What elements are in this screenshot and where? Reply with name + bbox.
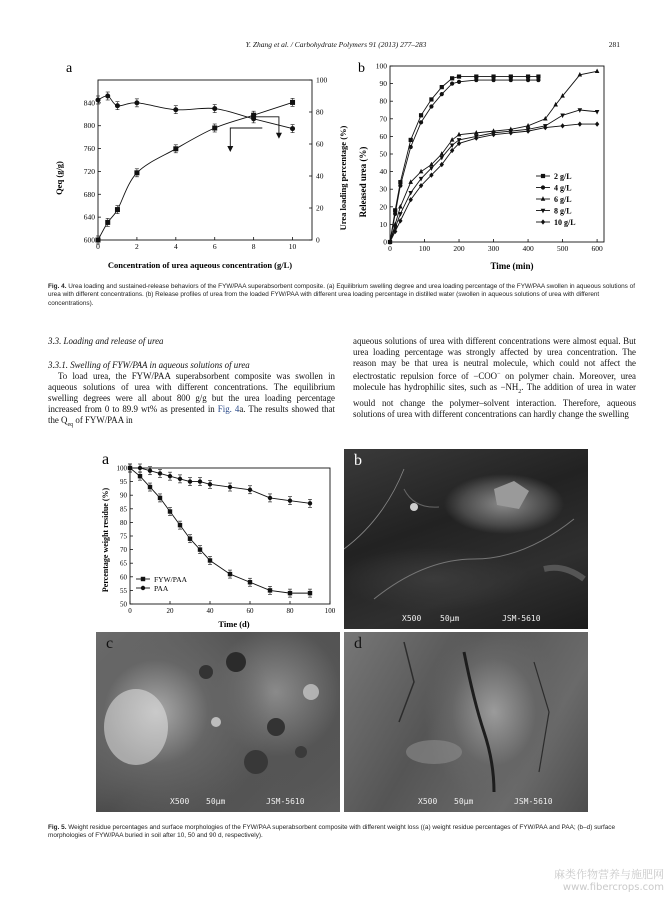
data-point — [440, 92, 444, 96]
y-tick-label: 600 — [83, 235, 95, 245]
data-point — [474, 78, 478, 82]
data-point — [168, 510, 172, 514]
caption-text: Weight residue percentages and surface morphologies of the FYW/PAA superabsorbent composite with different weight loss ((a) weight residue percentages of FYW/PAA and PAA; (b–d) surface morphologies of FYW/PAA buried in soil after 10, 50 and 90 d, respectively). — [48, 824, 616, 840]
legend-entry: FYW/PAA — [154, 575, 188, 584]
data-point — [541, 220, 545, 224]
data-point — [174, 147, 178, 151]
sem-texture — [344, 632, 588, 812]
scale-bar-label: 50μm — [206, 797, 226, 806]
right-column — [353, 336, 636, 420]
arrowhead — [276, 133, 282, 139]
y-tick-label: 840 — [83, 98, 95, 108]
scale-bar-label: 50μm — [440, 614, 460, 623]
data-point — [141, 586, 145, 590]
y-tick-label: 100 — [375, 61, 387, 71]
series-line — [390, 80, 538, 242]
y-tick-label: 80 — [120, 518, 127, 527]
figure-5a-chart — [96, 448, 340, 632]
data-point — [96, 238, 100, 242]
data-point — [399, 212, 403, 216]
data-point — [158, 496, 162, 500]
x-tick-label: 4 — [173, 242, 178, 251]
sem-image-d — [344, 632, 588, 812]
x-axis-label: Time (min) — [490, 261, 534, 271]
legend-entry: 4 g/L — [554, 183, 572, 193]
data-point — [526, 78, 530, 82]
caption-label: Fig. 4. — [48, 283, 67, 290]
data-point — [188, 537, 192, 541]
caption-text: Urea loading and sustained-release behaviors of the FYW/PAA superabsorbent composite. (a) Equilibrium swelling degree and urea loading percentage of the FYW/PAA swollen in aqueous solutions of urea with different concentrations. (b) Release profiles of urea from the loaded FYW/PAA with different urea loading percentage in distilled water (swollen in aqueous solutions of urea with different concentrations). — [48, 283, 635, 307]
data-point — [228, 485, 232, 489]
y-tick-label: 640 — [83, 212, 95, 222]
data-point — [141, 577, 145, 581]
figure-4b-chart — [352, 58, 624, 273]
data-point — [526, 75, 530, 79]
watermark-line-1: 麻类作物营养与施肥网 — [554, 868, 664, 881]
data-point — [138, 474, 142, 478]
legend-entry: 6 g/L — [554, 195, 572, 204]
data-point — [393, 212, 397, 216]
section-heading: 3.3. Loading and release of urea — [48, 336, 164, 346]
sem-info-bar — [344, 607, 588, 629]
data-point — [268, 496, 272, 500]
data-point — [96, 98, 100, 102]
data-point — [213, 126, 217, 130]
legend-entry: 10 g/L — [554, 218, 576, 227]
x-tick-label: 40 — [206, 607, 214, 615]
data-point — [430, 105, 434, 109]
y2-tick-label: 0 — [316, 235, 320, 245]
data-point — [228, 572, 232, 576]
panel-letter: b — [358, 61, 365, 76]
data-point — [492, 75, 496, 79]
paragraph: To load urea, the FYW/PAA superabsorbent composite was swollen in aqueous solutions of urea with different concentrations. The equilibrium swelling degrees were all about 800 g/g but the urea loading percentage increased from 0 to 89.9 wt% as presented in Fig. 4a. The results showed that the $Q_{eq}$ of FYW/PAA in — [48, 371, 336, 428]
plot-frame — [390, 66, 604, 242]
data-point — [419, 113, 423, 117]
magnification: X500 — [170, 797, 190, 806]
legend-entry: PAA — [154, 584, 169, 593]
y-tick-label: 60 — [120, 573, 127, 582]
data-point — [492, 78, 496, 82]
y-axis-label: Percentage weight residue (%) — [101, 487, 110, 593]
y-tick-label: 65 — [120, 559, 127, 568]
y-tick-label: 70 — [120, 546, 127, 555]
data-point — [450, 82, 454, 86]
y-tick-label: 30 — [379, 184, 387, 194]
data-point — [399, 184, 403, 188]
data-point — [148, 469, 152, 473]
x-tick-label: 10 — [288, 242, 297, 251]
data-point — [308, 591, 312, 595]
y-tick-label: 75 — [120, 532, 127, 541]
y-tick-label: 720 — [83, 166, 95, 176]
data-point — [450, 77, 454, 81]
journal-citation: Y. Zhang et al. / Carbohydrate Polymers 91 (2013) 277–283 — [245, 40, 427, 49]
data-point — [509, 75, 513, 79]
watermark-line-2: www.fibercrops.com — [562, 882, 664, 893]
y2-tick-label: 60 — [316, 139, 324, 149]
x-axis-label: Time (d) — [218, 619, 250, 629]
data-point — [198, 548, 202, 552]
figure-link[interactable]: Fig. 4 — [217, 404, 240, 414]
sem-image-b — [344, 449, 588, 629]
microscope-model: JSM-5610 — [502, 614, 541, 623]
left-column — [48, 336, 335, 431]
data-point — [474, 75, 478, 79]
y-tick-label: 20 — [379, 202, 387, 212]
paragraph: aqueous solutions of urea with different concentrations were almost equal. But urea loading percentage was strongly affected by urea concentration. The reason may be that urea is neutral molecule, which could not affect the electrostatic repulsion force of −COO− on polymer chain. Moreover, urea molecule has hydrophilic sites, such as $-NH_2$. The addition of urea in water would not change the polymer–solvent interaction. Therefore, aqueous solutions of urea with different concentrations can hardly change the swelling — [353, 336, 636, 419]
series-line — [98, 102, 293, 240]
y-tick-label: 680 — [83, 189, 95, 199]
figure-4-caption — [48, 283, 636, 308]
data-point — [213, 106, 217, 110]
magnification: X500 — [402, 614, 422, 623]
x-tick-label: 100 — [418, 244, 431, 253]
x-tick-label: 200 — [453, 244, 465, 253]
y2-axis-label: Urea loading percentage (%) — [338, 125, 348, 231]
data-point — [128, 466, 132, 470]
data-point — [135, 101, 139, 105]
x-tick-label: 400 — [522, 244, 534, 253]
data-point — [399, 219, 403, 223]
scale-bar-label: 50μm — [454, 797, 474, 806]
panel-letter: a — [102, 451, 110, 468]
microscope-model: JSM-5610 — [266, 797, 305, 806]
legend-entry: 8 g/L — [554, 206, 572, 216]
data-point — [288, 499, 292, 503]
x-tick-label: 0 — [128, 607, 132, 615]
data-point — [399, 205, 403, 209]
subsection-heading: 3.3.1. Swelling of FYW/PAA in aqueous solutions of urea — [48, 360, 250, 370]
x-tick-label: 80 — [286, 607, 294, 615]
data-point — [288, 591, 292, 595]
microscope-model: JSM-5610 — [514, 797, 553, 806]
x-tick-label: 60 — [246, 607, 254, 615]
y2-tick-label: 40 — [316, 171, 324, 181]
y-tick-label: 100 — [116, 464, 127, 473]
data-point — [106, 220, 110, 224]
figure-4a-chart — [50, 58, 350, 273]
y-tick-label: 85 — [120, 505, 127, 514]
sem-info-bar — [96, 790, 340, 812]
series-line — [130, 468, 310, 503]
data-point — [178, 477, 182, 481]
y-tick-label: 90 — [379, 79, 387, 89]
x-tick-label: 500 — [556, 244, 569, 253]
data-point — [595, 110, 599, 114]
data-point — [290, 100, 294, 104]
y-axis-label: Qeq (g/g) — [54, 161, 64, 195]
y2-tick-label: 100 — [316, 75, 328, 85]
x-tick-label: 2 — [135, 242, 139, 251]
pointer-arrow-left — [230, 128, 262, 150]
sem-image-c — [96, 632, 340, 812]
panel-letter: a — [66, 61, 73, 76]
data-point — [168, 474, 172, 478]
y-tick-label: 50 — [120, 600, 127, 609]
y-tick-label: 40 — [379, 167, 387, 177]
data-point — [106, 94, 110, 98]
data-point — [430, 98, 434, 102]
data-point — [578, 122, 582, 126]
sem-texture — [96, 632, 340, 812]
panel-letter: d — [354, 635, 362, 652]
x-tick-label: 8 — [251, 242, 256, 251]
y2-tick-label: 20 — [316, 203, 324, 213]
data-point — [409, 145, 413, 149]
y-tick-label: 760 — [83, 144, 95, 154]
data-point — [595, 69, 599, 73]
x-tick-label: 0 — [388, 244, 392, 253]
caption-label: Fig. 5. — [48, 824, 67, 831]
data-point — [115, 207, 119, 211]
series-line — [390, 71, 597, 242]
y-tick-label: 55 — [120, 586, 127, 595]
y-tick-label: 60 — [379, 131, 387, 141]
data-point — [248, 488, 252, 492]
plot-frame — [98, 80, 312, 240]
data-point — [450, 138, 454, 142]
figure-5-caption — [48, 824, 636, 841]
data-point — [409, 138, 413, 142]
running-header — [0, 40, 672, 54]
page-number: 281 — [608, 40, 620, 49]
watermark — [554, 866, 664, 893]
data-point — [178, 523, 182, 527]
series-line — [390, 77, 538, 242]
data-point — [537, 78, 541, 82]
magnification: X500 — [418, 797, 438, 806]
data-point — [290, 126, 294, 130]
x-tick-label: 100 — [324, 607, 336, 615]
x-tick-label: 600 — [591, 244, 603, 253]
data-point — [174, 108, 178, 112]
y-tick-label: 10 — [379, 219, 387, 229]
y-tick-label: 800 — [83, 121, 95, 131]
y-tick-label: 80 — [379, 96, 387, 106]
panel-letter: c — [106, 635, 114, 652]
data-point — [188, 480, 192, 484]
panel-letter: b — [354, 452, 362, 469]
arrowhead — [227, 146, 233, 152]
data-point — [208, 559, 212, 563]
data-point — [537, 75, 541, 79]
data-point — [115, 104, 119, 108]
data-point — [509, 78, 513, 82]
data-point — [561, 124, 565, 128]
y-tick-label: 70 — [379, 114, 387, 124]
data-point — [138, 466, 142, 470]
x-tick-label: 20 — [166, 607, 174, 615]
data-point — [198, 480, 202, 484]
data-point — [308, 501, 312, 505]
data-point — [248, 580, 252, 584]
data-point — [268, 589, 272, 593]
data-point — [419, 121, 423, 125]
data-point — [457, 75, 461, 79]
data-point — [135, 171, 139, 175]
y-tick-label: 95 — [120, 478, 127, 487]
data-point — [457, 80, 461, 84]
y-tick-label: 90 — [120, 491, 127, 500]
y-axis-label: Released urea (%) — [358, 146, 368, 218]
y2-tick-label: 80 — [316, 107, 324, 117]
data-point — [440, 85, 444, 89]
x-tick-label: 6 — [212, 242, 217, 251]
sem-info-bar — [344, 790, 588, 812]
y-tick-label: 0 — [383, 237, 387, 247]
data-point — [158, 472, 162, 476]
legend-entry: 2 g/L — [554, 172, 572, 181]
x-tick-label: 0 — [96, 242, 100, 251]
x-axis-label: Concentration of urea aqueous concentration (g/L) — [107, 260, 293, 270]
data-point — [541, 186, 545, 190]
sem-texture — [344, 449, 588, 629]
data-point — [595, 122, 599, 126]
data-point — [541, 174, 545, 178]
data-point — [148, 485, 152, 489]
y-tick-label: 50 — [379, 149, 387, 159]
x-tick-label: 300 — [487, 244, 500, 253]
data-point — [208, 482, 212, 486]
